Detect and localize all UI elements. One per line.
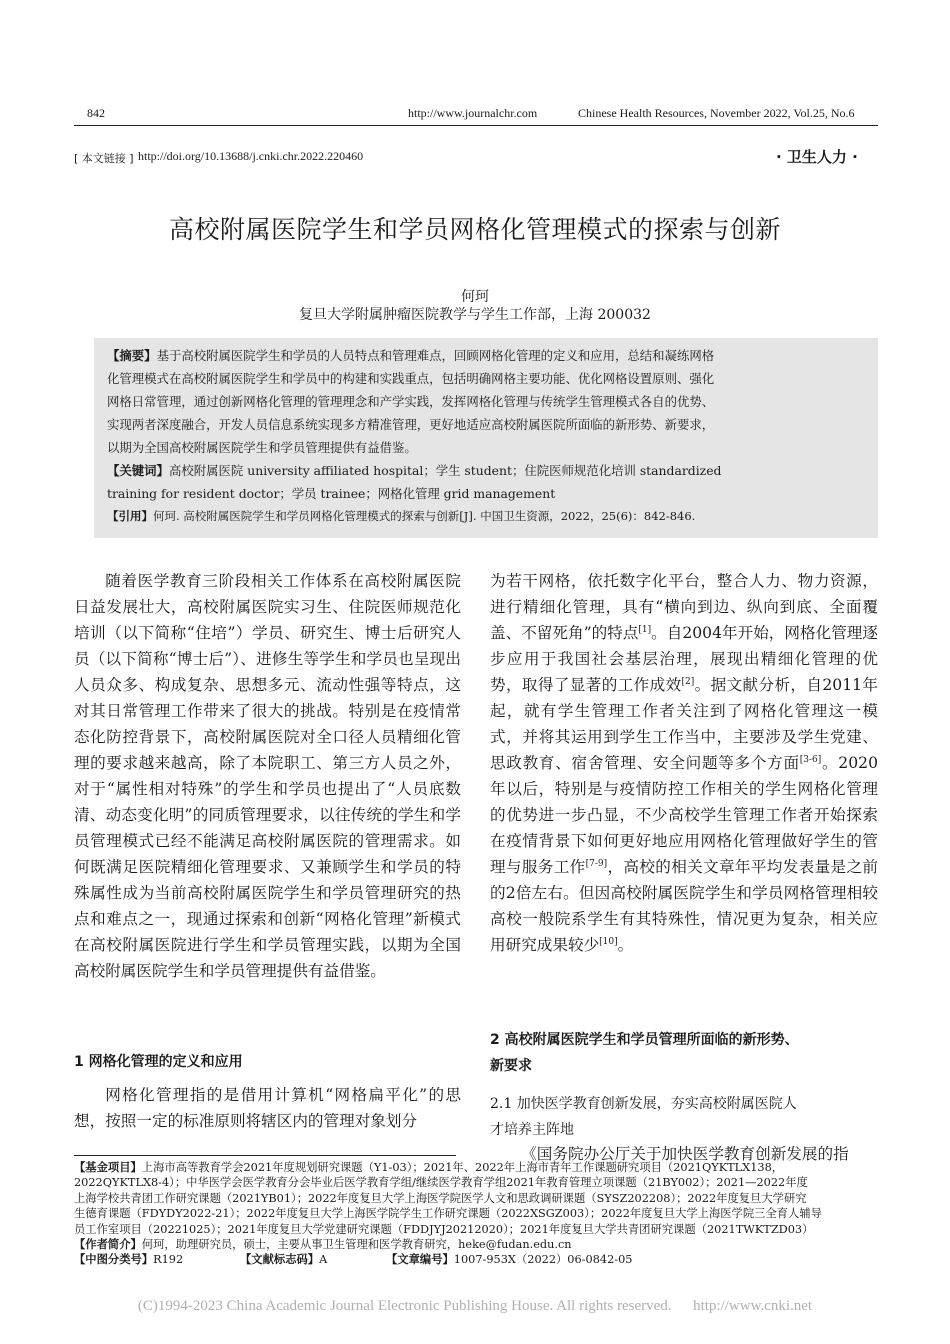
- ref-7-9[interactable]: [7-9]: [585, 858, 608, 869]
- keywords-line-2: training for resident doctor；学员 trainee；网格化管理 grid management: [107, 486, 556, 501]
- ref-2[interactable]: [2]: [681, 676, 695, 687]
- section-2-1-paragraph: 《国务院办公厅关于加快医学教育创新发展的指: [521, 1145, 849, 1163]
- doc-code-value: A: [319, 1253, 328, 1267]
- section-1-heading: 1 网格化管理的定义和应用: [74, 1054, 243, 1070]
- abstract-line-1: 【摘要】基于高校附属医院学生和学员的人员特点和管理难点，回顾网格化管理的定义和应用，总结和凝练网格: [107, 348, 715, 363]
- author-affiliation: 复旦大学附属肿瘤医院教学与学生工作部，上海 200032: [299, 307, 651, 323]
- ref-10[interactable]: [10]: [599, 936, 618, 947]
- article-author: 何珂: [461, 289, 489, 305]
- page-number: 842: [87, 106, 105, 120]
- fund-line-5: 员工作室项目（20221025）；2021年度复旦大学党建研究课题（FDDJYJ20212020）；2021年度复旦大学共青团研究课题（2021TWKTZD03）: [74, 1222, 814, 1236]
- copyright-watermark: [0, 1298, 950, 1315]
- footnote-rule: [74, 1155, 456, 1156]
- abstract-label: 【摘要】: [107, 348, 157, 363]
- article-no-label: 【文章编号】: [386, 1253, 454, 1267]
- abstract-line-5: 以期为全国高校附属医院学生和学员管理提供有益借鉴。: [107, 440, 417, 455]
- header-rule: [74, 125, 878, 126]
- fund-line-3: 上海学校共青团工作研究课题（2021YB01）；2022年度复旦大学上海医学院医学人文和思政调研课题（SYSZ202208）；2022年度复旦大学研究: [74, 1191, 807, 1205]
- journal-issue: Chinese Health Resources, November 2022, Vol.25, No.6: [578, 106, 855, 120]
- author-bio: 【作者简介】何珂，助理研究员，硕士，主要从事卫生管理和医学教育研究，heke@fudan.edu.cn: [74, 1238, 572, 1252]
- article-title: 高校附属医院学生和学员网格化管理模式的探索与创新: [168, 215, 781, 244]
- fund-line-4: 生德育课题（FDYDY2022-21）；2022年度复旦大学上海医学院学生工作研究课题（2022XSGZ003）；2022年度复旦大学上海医学院三全育人辅导: [74, 1207, 822, 1221]
- footnotes: [74, 1160, 880, 1268]
- fund-line-1: 【基金项目】上海市高等教育学会2021年度规划研究课题（Y1-03）；2021年、2022年上海市青年工作课题研究项目（2021QYKTLX138，: [74, 1161, 784, 1174]
- article-no-value: 1007-953X（2022）06-0842-05: [453, 1253, 633, 1267]
- abstract-line-2: 化管理模式在高校附属医院学生和学员中的构建和实践重点，包括明确网格主要功能、优化网格设置原则、强化: [107, 371, 715, 386]
- classification-line: [74, 1252, 880, 1267]
- keywords-line-1: 【关键词】高校附属医院 university affiliated hospital；学生 student；住院医师规范化培训 standardized: [107, 463, 722, 478]
- ref-3-6[interactable]: [3-6]: [799, 754, 822, 765]
- fund-line-2: 2022QYKTLX8-4）；中华医学会医学教育分会毕业后医学教育学组/继续医学教育学组2021年教育管理立项课题（21BY002）；2021—2022年度: [74, 1176, 808, 1190]
- right-column-paragraph: 为若干网格，依托数字化平台，整合人力、物力资源，进行精细化管理，具有“横向到边、纵向到底、全面覆盖、不留死角”的特点[1]。自2004年开始，网格化管理逐步应用于我国社会基层治理，展现出精细化管理的优势，取得了显著的工作成效[2]。据文献分析，自2011年起，就有学生管理工作者关注到了网格化管理这一模式，并将其运用到学生工作当中，主要涉及学生党建、思政教育、宿舍管理、安全问题等多个方面[3-6]。2020年以后，特别是与疫情防控工作相关的学生网格化管理的优势进一步凸显，不少高校学生管理工作者开始探索在疫情背景下如何更好地应用网格化管理做好学生的管理与服务工作[7-9]，高校的相关文章年平均发表量是之前的2倍左右。但因高校附属医院学生和学员网格管理相较高校一般院系学生有其特殊性，情况更为复杂，相关应用研究成果较少[10]。: [490, 572, 878, 954]
- column-tag: · 卫生人力 ·: [776, 148, 858, 166]
- journal-url[interactable]: http://www.journalchr.com: [408, 106, 538, 120]
- citation-label: 【引用】: [107, 509, 153, 523]
- section-1-paragraph: 网格化管理指的是借用计算机“网格扁平化”的思想，按照一定的标准原则将辖区内的管理对象划分: [74, 1086, 461, 1130]
- clc-label: 【中图分类号】: [74, 1253, 154, 1267]
- doi-link[interactable]: http://doi.org/10.13688/j.cnki.chr.2022.220460: [138, 149, 364, 163]
- bio-label: 【作者简介】: [74, 1238, 142, 1252]
- copyright-text: (C)1994-2023 China Academic Journal Electronic Publishing House. All rights reserved.: [137, 1298, 672, 1314]
- abstract: [107, 344, 867, 528]
- citation-line: 【引用】何珂. 高校附属医院学生和学员网格化管理模式的探索与创新[J]. 中国卫生资源，2022，25(6)：842-846.: [107, 509, 696, 523]
- clc-value: R192: [153, 1253, 184, 1267]
- fund-label: 【基金项目】: [74, 1161, 142, 1174]
- doi-link-label: [ 本文链接 ]: [74, 152, 134, 165]
- abstract-line-4: 实现两者深度融合，开发人员信息系统实现多方精准管理，更好地适应高校附属医院所面临的新形势、新要求，: [107, 417, 715, 432]
- doc-code-label: 【文献标志码】: [240, 1253, 320, 1267]
- abstract-line-3: 网格日常管理，通过创新网格化管理的管理理念和产学实践，发挥网格化管理与传统学生管理模式各自的优势、: [107, 394, 715, 409]
- keywords-label: 【关键词】: [107, 463, 169, 478]
- cnki-link[interactable]: http://www.cnki.net: [693, 1298, 813, 1314]
- intro-paragraph: 随着医学教育三阶段相关工作体系在高校附属医院日益发展壮大，高校附属医院实习生、住院医师规范化培训（以下简称“住培”）学员、研究生、博士后研究人员（以下简称“博士后”）、进修生等学生和学员也呈现出人员众多、构成复杂、思想多元、流动性强等特点，这对其日常管理工作带来了很大的挑战。特别是在疫情常态化防控背景下，高校附属医院对全口径人员精细化管理的要求越来越高，除了本院职工、第三方人员之外，对于“属性相对特殊”的学生和学员也提出了“人员底数清、动态变化明”的同质管理要求，以往传统的学生和学员管理模式已经不能满足高校附属医院的管理需求。如何既满足医院精细化管理要求、又兼顾学生和学员的特殊属性成为当前高校附属医院学生和学员管理研究的热点和难点之一，现通过探索和创新“网格化管理”新模式在高校附属医院进行学生和学员管理实践，以期为全国高校附属医院学生和学员管理提供有益借鉴。: [74, 572, 461, 980]
- section-2-heading-text: 2 高校附属医院学生和学员管理所面临的新形势、 新要求: [490, 1032, 799, 1074]
- section-2-1-heading: 2.1 加快医学教育创新发展，夯实高校附属医院人 才培养主阵地: [490, 1096, 797, 1138]
- ref-1[interactable]: [1]: [638, 624, 652, 635]
